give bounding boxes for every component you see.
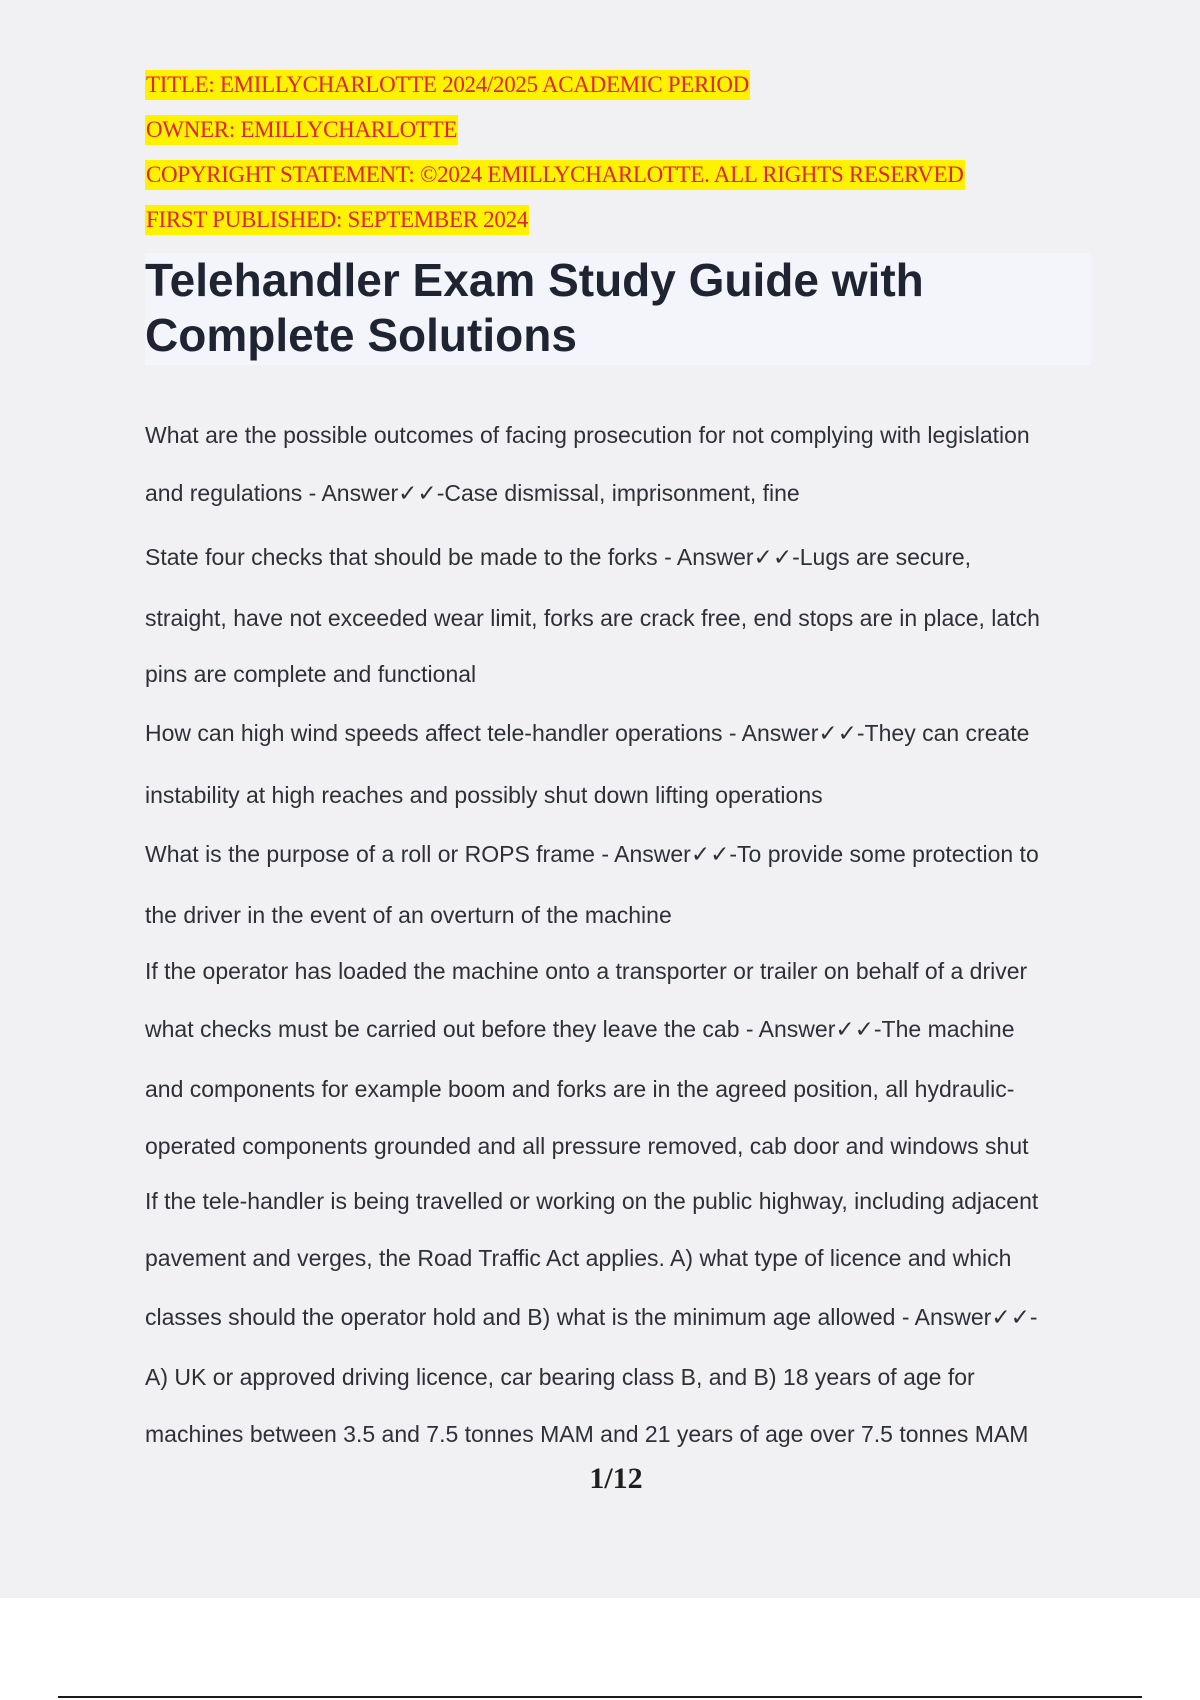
qa-line: machines between 3.5 and 7.5 tonnes MAM and 21 years of age over 7.5 tonnes MAM xyxy=(145,1421,1029,1447)
qa-line: what checks must be carried out before they leave the cab - Answer✓✓-The machine xyxy=(145,1016,1015,1042)
qa-line: and regulations - Answer✓✓-Case dismissal, imprisonment, fine xyxy=(145,480,800,506)
qa-line: straight, have not exceeded wear limit, forks are crack free, end stops are in place, latch xyxy=(145,605,1040,631)
bottom-divider xyxy=(58,1696,1142,1698)
qa-line: classes should the operator hold and B) what is the minimum age allowed - Answer✓✓- xyxy=(145,1304,1038,1330)
metadata-block xyxy=(145,70,965,250)
meta-owner-line: OWNER: EMILLYCHARLOTTE xyxy=(145,115,458,145)
qa-line: How can high wind speeds affect tele-handler operations - Answer✓✓-They can create xyxy=(145,720,1030,746)
qa-line: and components for example boom and forks are in the agreed position, all hydraulic- xyxy=(145,1076,1015,1102)
qa-line: A) UK or approved driving licence, car bearing class B, and B) 18 years of age for xyxy=(145,1364,975,1390)
qa-line: If the tele-handler is being travelled or working on the public highway, including adjacent xyxy=(145,1188,1039,1214)
page-number: 1/12 xyxy=(589,1462,643,1495)
qa-line: pins are complete and functional xyxy=(145,661,477,687)
qa-line: What is the purpose of a roll or ROPS frame - Answer✓✓-To provide some protection to xyxy=(145,841,1039,867)
meta-copyright-line: COPYRIGHT STATEMENT: ©2024 EMILLYCHARLOTTE. ALL RIGHTS RESERVED xyxy=(145,160,965,190)
qa-line: the driver in the event of an overturn of the machine xyxy=(145,902,672,928)
qa-line: instability at high reaches and possibly shut down lifting operations xyxy=(145,782,823,808)
qa-line: State four checks that should be made to the forks - Answer✓✓-Lugs are secure, xyxy=(145,544,972,570)
qa-line: What are the possible outcomes of facing prosecution for not complying with legislation xyxy=(145,422,1030,448)
meta-title-line: TITLE: EMILLYCHARLOTTE 2024/2025 ACADEMIC PERIOD xyxy=(145,70,750,100)
qa-line: operated components grounded and all pressure removed, cab door and windows shut xyxy=(145,1133,1029,1159)
qa-line: If the operator has loaded the machine onto a transporter or trailer on behalf of a driver xyxy=(145,958,1028,984)
qa-line: pavement and verges, the Road Traffic Act applies. A) what type of licence and which xyxy=(145,1245,1012,1271)
document-title-line-2: Complete Solutions xyxy=(145,309,577,361)
document-title-box xyxy=(145,253,1091,365)
meta-published-line: FIRST PUBLISHED: SEPTEMBER 2024 xyxy=(145,205,529,235)
document-title-line-1: Telehandler Exam Study Guide with xyxy=(145,254,924,306)
